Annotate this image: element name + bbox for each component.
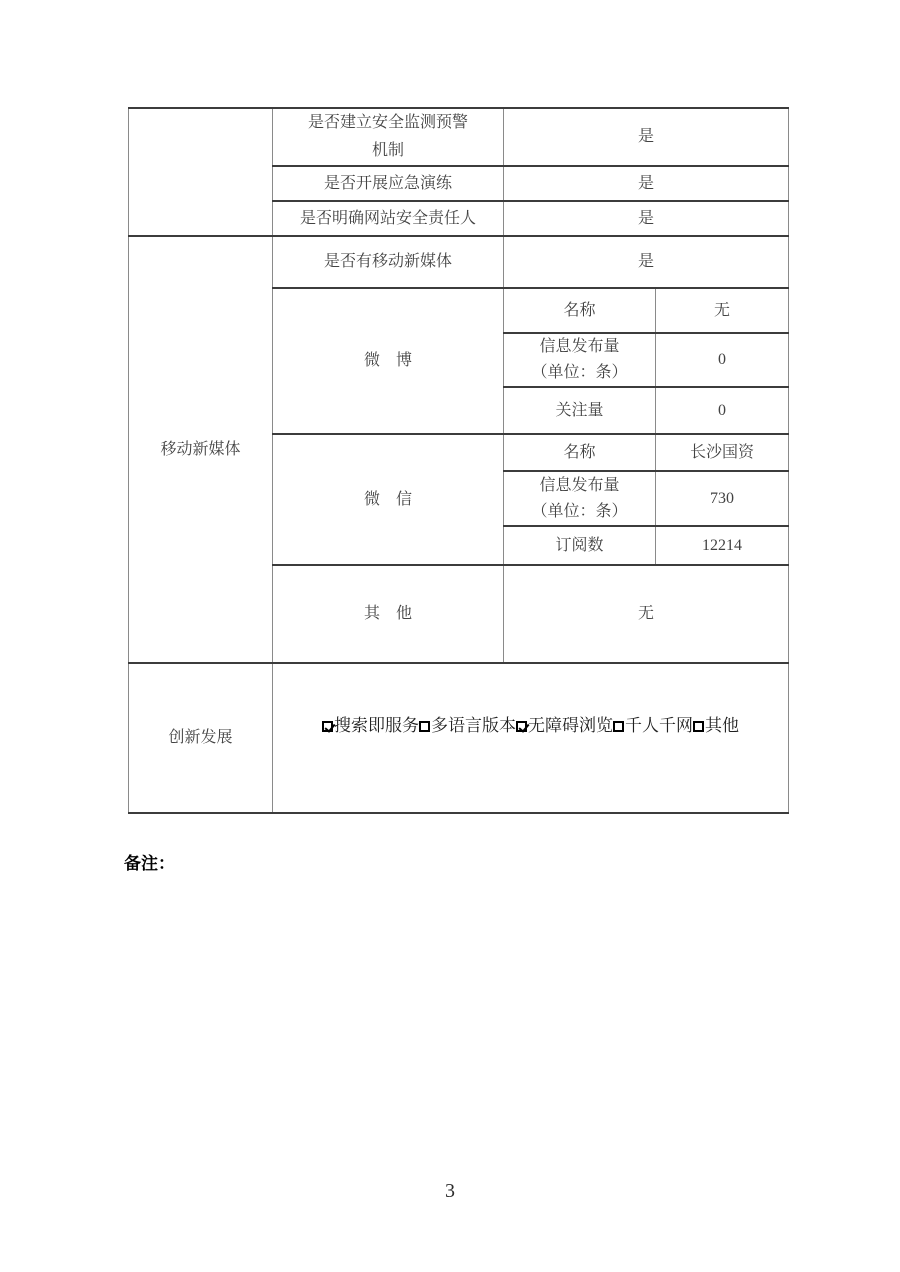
wechat-publish-label	[504, 471, 656, 526]
security-responsible-value: 是	[504, 201, 789, 236]
other-media-value: 无	[504, 565, 789, 663]
weibo-label: 微 博	[273, 288, 504, 434]
checkbox-unchecked-icon	[419, 721, 430, 732]
wechat-name-value: 长沙国资	[656, 434, 789, 471]
innovation-options-line	[273, 712, 788, 739]
checkbox-checked-icon	[322, 721, 333, 732]
mobile-media-has-value: 是	[504, 236, 789, 288]
weibo-followers-value: 0	[656, 387, 789, 434]
innovation-section-label: 创新发展	[129, 663, 273, 813]
security-drill-value: 是	[504, 166, 789, 201]
wechat-name-label: 名称	[504, 434, 656, 471]
security-monitor-label	[273, 108, 504, 166]
security-responsible-label: 是否明确网站安全责任人	[273, 201, 504, 236]
innovation-option-search	[322, 716, 419, 735]
weibo-publish-label	[504, 333, 656, 387]
innovation-option-other	[693, 716, 739, 735]
innovation-option-label: 多语言版本	[431, 716, 516, 736]
checkbox-checked-icon	[516, 721, 527, 732]
checkbox-unchecked-icon	[613, 721, 624, 732]
weibo-publish-value: 0	[656, 333, 789, 387]
report-table	[128, 107, 789, 814]
weibo-publish-label-line2: （单位：条）	[531, 364, 628, 381]
mobile-media-has-label: 是否有移动新媒体	[273, 236, 504, 288]
innovation-option-label: 无障碍浏览	[528, 716, 613, 736]
wechat-publish-label-line1: 信息发布量	[539, 476, 620, 494]
weibo-followers-label: 关注量	[504, 387, 656, 434]
mobile-media-section-label: 移动新媒体	[129, 236, 273, 663]
security-monitor-value: 是	[504, 108, 789, 166]
table-row	[129, 663, 789, 813]
innovation-option-label: 其他	[705, 716, 739, 736]
security-monitor-label-text: 是否建立安全监测预警机制	[307, 114, 468, 159]
innovation-option-accessibility	[516, 716, 613, 735]
security-drill-label: 是否开展应急演练	[273, 166, 504, 201]
page-number: 3	[445, 1180, 455, 1202]
innovation-option-label: 搜索即服务	[334, 716, 419, 736]
innovation-options-cell	[273, 663, 789, 813]
other-media-label: 其 他	[273, 565, 504, 663]
wechat-label: 微 信	[273, 434, 504, 565]
weibo-name-label: 名称	[504, 288, 656, 333]
weibo-name-value: 无	[656, 288, 789, 333]
checkbox-unchecked-icon	[693, 721, 704, 732]
table-row	[129, 236, 789, 288]
innovation-option-multilanguage	[419, 716, 516, 735]
wechat-subscribers-label: 订阅数	[504, 526, 656, 565]
empty-section-cell	[129, 108, 273, 236]
weibo-publish-label-line1: 信息发布量	[539, 338, 620, 356]
innovation-option-label: 千人千网	[625, 716, 693, 736]
remarks-label: 备注：	[124, 854, 175, 873]
table-row	[129, 108, 789, 166]
wechat-publish-value: 730	[656, 471, 789, 526]
innovation-option-personalized	[613, 716, 693, 735]
wechat-subscribers-value: 12214	[656, 526, 789, 565]
wechat-publish-label-line2: （单位：条）	[531, 502, 628, 520]
